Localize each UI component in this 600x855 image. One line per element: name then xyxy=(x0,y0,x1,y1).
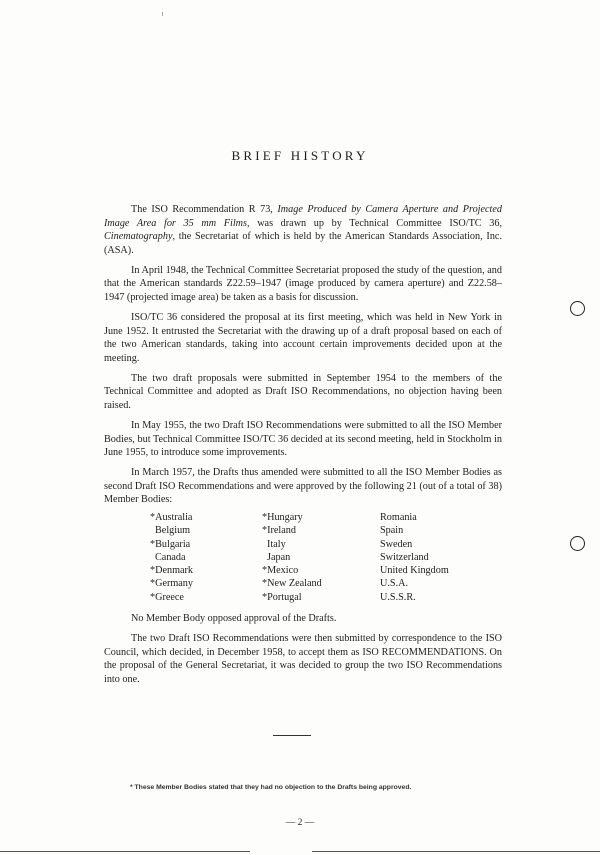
page-number: — 2 — xyxy=(285,818,315,828)
scan-edge-line xyxy=(312,851,600,852)
member-body-item: *Mexico xyxy=(262,565,299,577)
member-body-item: Italy xyxy=(267,538,286,550)
member-body-item: *Australia xyxy=(150,511,193,523)
member-body-item: Belgium xyxy=(155,525,191,537)
member-body-item: U.S.S.R. xyxy=(380,591,416,603)
paragraph-8: The two Draft ISO Recommendations were then submitted by correspondence to the ISO Council, which decided, in December 1958, to accept them as ISO RECOMMENDATIONS. On the proposal of the General Secretariat, it was decided to group the two ISO Recommendations into one. xyxy=(104,633,502,685)
member-body-item: U.S.A. xyxy=(380,578,409,590)
scan-edge-line xyxy=(0,851,250,852)
paragraph-1 xyxy=(104,203,502,257)
paragraph-2: In April 1948, the Technical Committee Secretariat proposed the study of the question, and that the American standards Z22.59–1947 (image produced by camera aperture) and Z22.58–1947 (projected image area) be taken as a basis for discussion. xyxy=(104,264,502,303)
member-bodies-list xyxy=(150,511,502,604)
member-body-item: *Ireland xyxy=(262,525,296,537)
paragraph-6: In March 1957, the Drafts thus amended were submitted to all the ISO Member Bodies as second Draft ISO Recommendations and were approved by the following 21 (out of a total of 38) Member Bodies: xyxy=(104,467,502,506)
page-title: BRIEF HISTORY xyxy=(231,148,369,163)
paragraph-1-text: , the Secretariat of which is held by the American Standards Association, Inc. (ASA). xyxy=(104,231,502,256)
scan-speck xyxy=(162,12,163,16)
member-body-item: United Kingdom xyxy=(380,565,449,577)
member-body-item: Spain xyxy=(380,525,404,537)
punch-hole-icon xyxy=(570,301,585,316)
member-body-item: *Portugal xyxy=(262,591,302,603)
member-body-item: *New Zealand xyxy=(262,578,322,590)
body-text xyxy=(104,203,502,693)
paragraph-1-text: The ISO Recommendation R 73, xyxy=(131,204,278,215)
member-body-item: *Germany xyxy=(150,578,193,590)
footnote: * These Member Bodies stated that they had no objection to the Drafts being approved. xyxy=(130,784,412,791)
member-body-item: Switzerland xyxy=(380,551,429,563)
member-body-item: *Denmark xyxy=(150,565,193,577)
member-body-item: *Hungary xyxy=(262,511,303,523)
member-body-item: Canada xyxy=(155,551,186,563)
punch-hole-icon xyxy=(570,536,585,551)
member-body-item: Sweden xyxy=(380,538,413,550)
member-body-item: Japan xyxy=(267,551,291,563)
paragraph-3: ISO/TC 36 considered the proposal at its first meeting, which was held in New York in June 1952. It entrusted the Secretariat with the drawing up of a draft proposal based on each of the two American standards, taking into account certain improvements decided upon at the meeting. xyxy=(104,312,502,364)
italic-title-text: Image Produced by Camera Aperture and Projected Image Area for 35 mm Films xyxy=(104,204,502,229)
paragraph-5: In May 1955, the two Draft ISO Recommendations were submitted to all the ISO Member Bodies, but Technical Committee ISO/TC 36 decided at its second meeting, held in Stockholm in June 1955, to introduce some improvements. xyxy=(104,420,502,459)
paragraph-1-text: , was drawn up by Technical Committee ISO/TC 36, xyxy=(246,217,502,229)
paragraph-4: The two draft proposals were submitted in September 1954 to the members of the Technical Committee and adopted as Draft ISO Recommendations, no objection having been raised. xyxy=(104,372,502,411)
section-divider xyxy=(273,735,311,736)
member-body-item: *Bulgaria xyxy=(150,538,191,550)
paragraph-7: No Member Body opposed approval of the Drafts. xyxy=(131,613,337,625)
italic-title-text: Cinematography xyxy=(104,231,173,242)
member-body-item: *Greece xyxy=(150,591,184,603)
member-body-item: Romania xyxy=(380,511,417,523)
